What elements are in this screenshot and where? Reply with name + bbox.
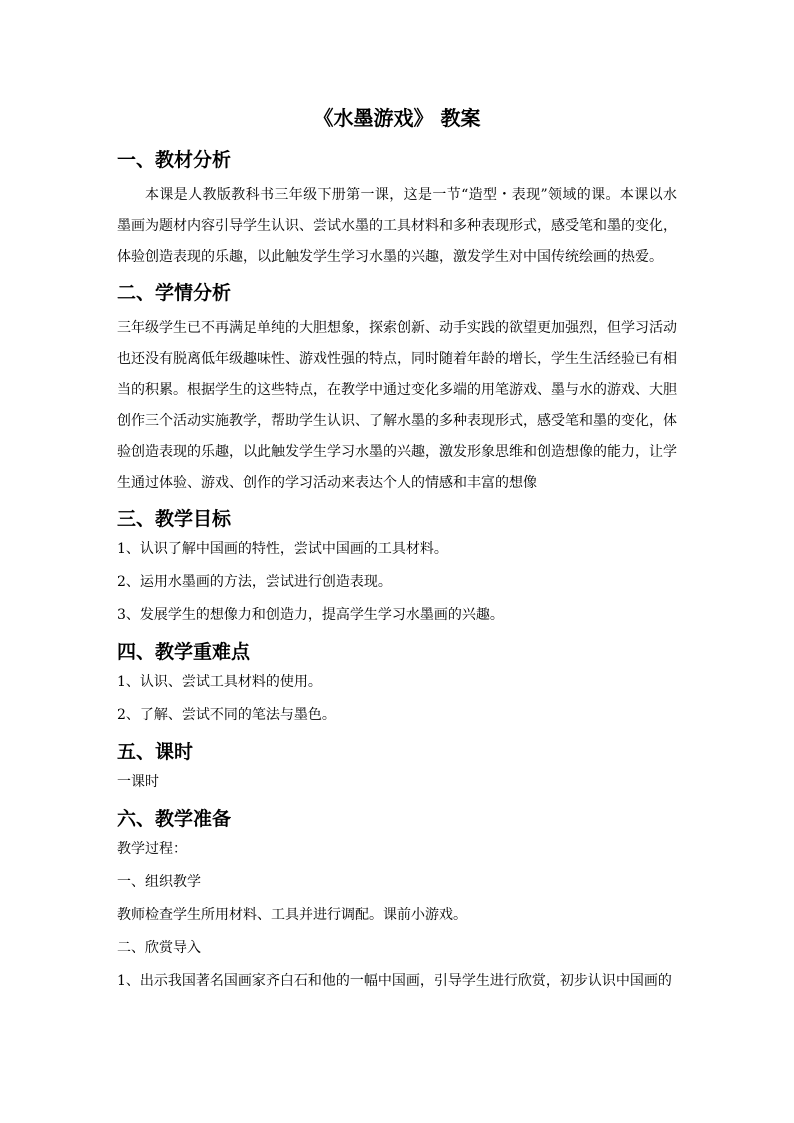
section-heading-preparation: 六、教学准备 <box>117 808 232 830</box>
section-heading-teaching-goals: 三、教学目标 <box>117 508 232 530</box>
document-body <box>117 146 677 1004</box>
section-paragraph-student-analysis: 三年级学生已不再满足单纯的大胆想象，探索创新、动手实践的欲望更加强烈，但学习活动也还没有脱离低年级趣味性、游戏性强的特点，同时随着年龄的增长，学生生活经验已有相当的积累。根据学生的这些特点，在教学中通过变化多端的用笔游戏、墨与水的游戏、大胆创作三个活动实施教学，帮助学生认识、了解水墨的多种表现形式，感受笔和墨的变化，体验创造表现的乐趣，以此触发学生学习水墨的兴趣，激发形象思维和创造想像的能力，让学生通过体验、游戏、创作的学习活动来表达个人的情感和丰富的想像 <box>117 320 677 491</box>
section-heading-textbook-analysis: 一、教材分析 <box>117 149 232 171</box>
list-item-appreciation-intro: 二、欣赏导入 <box>117 940 201 956</box>
section-heading-key-points: 四、教学重难点 <box>117 641 251 663</box>
list-item-goal-1: 1、认识了解中国画的特性，尝试中国画的工具材料。 <box>117 541 448 557</box>
list-item-organize-teaching: 一、组织教学 <box>117 874 201 890</box>
list-item-goal-3: 3、发展学生的想像力和创造力，提高学生学习水墨画的兴趣。 <box>117 607 504 623</box>
section-paragraph-textbook-analysis: 本课是人教版教科书三年级下册第一课，这是一节“造型・表现”领域的课。本课以水墨画为题材内容引导学生认识、尝试水墨的工具材料和多种表现形式，感受笔和墨的变化，体验创造表现的乐趣，以此触发学生学习水墨的兴趣，激发学生对中国传统绘画的热爱。 <box>117 187 677 265</box>
list-item-key-point-2: 2、了解、尝试不同的笔法与墨色。 <box>117 707 336 723</box>
list-item-teacher-check: 教师检查学生所用材料、工具并进行调配。课前小游戏。 <box>117 907 467 923</box>
list-item-show-painting: 1、出示我国著名国画家齐白石和他的一幅中国画，引导学生进行欣赏，初步认识中国画的 <box>117 973 672 989</box>
list-item-process-label: 教学过程： <box>117 841 187 857</box>
list-item-key-point-1: 1、认识、尝试工具材料的使用。 <box>117 674 322 690</box>
section-heading-class-hours: 五、课时 <box>117 741 194 763</box>
list-item-goal-2: 2、运用水墨画的方法，尝试进行创造表现。 <box>117 574 392 590</box>
section-heading-student-analysis: 二、学情分析 <box>117 282 232 304</box>
list-item-class-hours: 一课时 <box>117 774 159 790</box>
document-title: 《水墨游戏》 教案 <box>313 106 481 130</box>
